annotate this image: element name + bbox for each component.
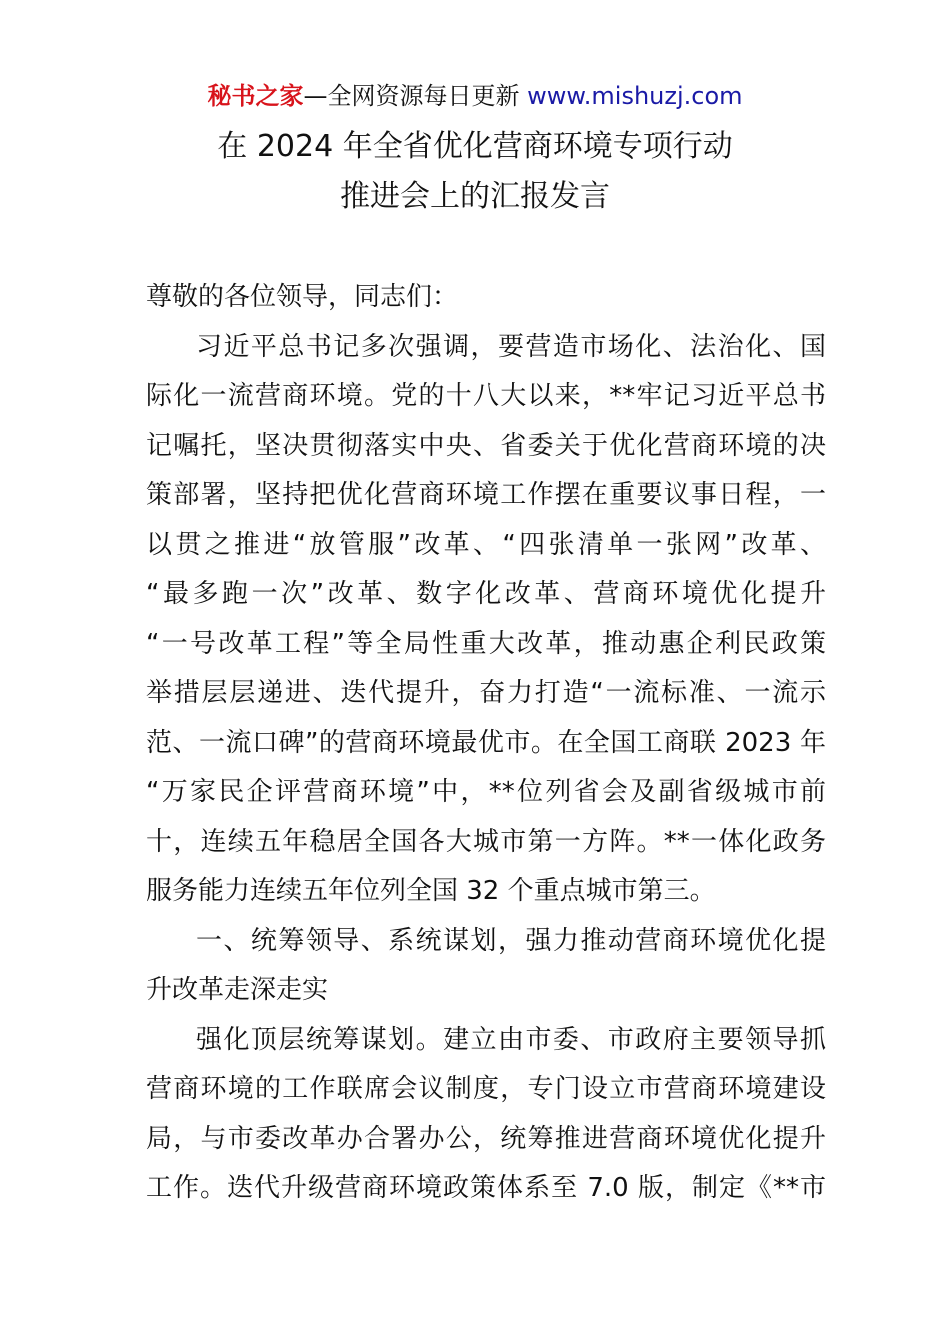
paragraph-line: 际化一流营商环境。党的十八大以来，**牢记习近平总书	[146, 381, 826, 411]
paragraph-line: 局，与市委改革办合署办公，统筹推进营商环境优化提升	[146, 1124, 826, 1154]
paragraph-line: “一号改革工程”等全局性重大改革，推动惠企利民政策	[146, 629, 826, 659]
paragraph-line: 范、一流口碑”的营商环境最优市。在全国工商联 2023 年	[146, 728, 826, 758]
paragraph-line: 强化顶层统筹谋划。建立由市委、市政府主要领导抓	[196, 1025, 826, 1055]
paragraph-line: 十，连续五年稳居全国各大城市第一方阵。**一体化政务	[146, 827, 826, 857]
paragraph-line: “万家民企评营商环境”中，**位列省会及副省级城市前	[146, 777, 826, 807]
paragraph-line: 工作。迭代升级营商环境政策体系至 7.0 版，制定《**市	[146, 1173, 826, 1203]
salutation: 尊敬的各位领导，同志们：	[146, 282, 459, 312]
paragraph-line: 服务能力连续五年位列全国 32 个重点城市第三。	[146, 876, 716, 906]
header-tagline: —全网资源每日更新	[303, 82, 520, 110]
paragraph-line: 营商环境的工作联席会议制度，专门设立市营商环境建设	[146, 1074, 826, 1104]
document-title-line-2: 推进会上的汇报发言	[340, 179, 610, 214]
site-url[interactable]: www.mishuzj.com	[527, 82, 743, 110]
section-heading-continued: 升改革走深走实	[146, 975, 329, 1005]
paragraph-line: “最多跑一次”改革、数字化改革、营商环境优化提升	[146, 579, 826, 609]
document-title-line-1: 在 2024 年全省优化营商环境专项行动	[217, 129, 733, 164]
site-header	[0, 80, 950, 112]
paragraph-line: 以贯之推进“放管服”改革、“四张清单一张网”改革、	[146, 530, 826, 560]
paragraph-line: 策部署，坚持把优化营商环境工作摆在重要议事日程，一	[146, 480, 826, 510]
paragraph-line: 习近平总书记多次强调，要营造市场化、法治化、国	[196, 332, 826, 362]
brand-name: 秘书之家	[207, 82, 304, 110]
paragraph-line: 举措层层递进、迭代提升，奋力打造“一流标准、一流示	[146, 678, 826, 708]
section-heading: 一、统筹领导、系统谋划，强力推动营商环境优化提	[196, 926, 826, 956]
paragraph-line: 记嘱托，坚决贯彻落实中央、省委关于优化营商环境的决	[146, 431, 826, 461]
